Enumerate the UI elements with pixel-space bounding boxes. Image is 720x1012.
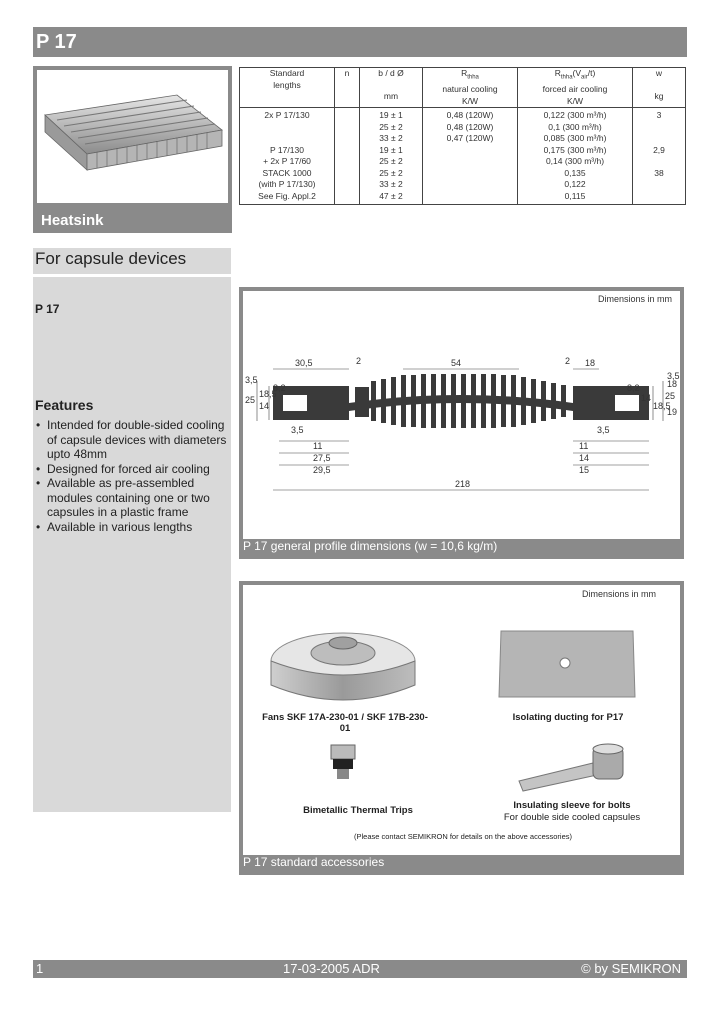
accessories-caption: P 17 standard accessories bbox=[243, 855, 385, 869]
cell: 2,9 bbox=[653, 144, 665, 155]
page-title: P 17 bbox=[33, 27, 687, 57]
dim-label: 15 bbox=[579, 465, 590, 475]
dim-label: 3,5 bbox=[291, 425, 304, 435]
cell: See Fig. Appl.2 bbox=[258, 190, 316, 201]
table-header-row bbox=[240, 68, 686, 108]
cell: 3 bbox=[656, 110, 662, 121]
table-cell bbox=[240, 108, 335, 205]
cell: 0,14 (300 m³/h) bbox=[545, 156, 605, 167]
cell: (with P 17/130) bbox=[258, 179, 316, 190]
dim-label: 14 bbox=[259, 401, 270, 411]
dim-label: 18,5 bbox=[653, 401, 671, 411]
header-text: K/W bbox=[566, 95, 584, 106]
header-text: natural cooling bbox=[442, 84, 498, 95]
header-text: kg bbox=[654, 91, 664, 101]
cell: P 17/130 bbox=[270, 144, 304, 155]
cell bbox=[242, 133, 332, 145]
cell: STACK 1000 bbox=[262, 167, 312, 178]
dim-label: 18 bbox=[585, 358, 596, 368]
profile-svg bbox=[243, 291, 680, 539]
dim-label: 18 bbox=[667, 379, 678, 389]
dim-label: 14 bbox=[641, 393, 652, 403]
ducting-label: Isolating ducting for P17 bbox=[512, 712, 624, 723]
sidebar bbox=[33, 248, 231, 812]
heatsink-label: Heatsink bbox=[41, 212, 104, 229]
col-weight bbox=[633, 68, 686, 108]
heatsink-profile bbox=[273, 374, 652, 428]
cell: 0,122 (300 m³/h) bbox=[543, 110, 607, 121]
header-text: K/W bbox=[461, 95, 479, 106]
cell bbox=[242, 122, 332, 134]
cell: 0,135 bbox=[564, 167, 586, 178]
dim-label: 29,5 bbox=[313, 465, 331, 475]
table-cell bbox=[360, 108, 423, 205]
profile-figure bbox=[239, 287, 684, 559]
cell: 0,47 (120W) bbox=[446, 133, 494, 144]
product-name: P 17 bbox=[35, 302, 60, 316]
cell: 38 bbox=[654, 167, 664, 178]
cell: 19 ± 1 bbox=[379, 144, 403, 155]
features-list bbox=[33, 418, 231, 534]
cell: 33 ± 2 bbox=[379, 179, 403, 190]
dim-label: 54 bbox=[451, 358, 462, 368]
sidebar-subtitle: For capsule devices bbox=[35, 249, 187, 268]
features-title: Features bbox=[35, 397, 94, 413]
table-cell bbox=[335, 108, 360, 205]
sidebar-divider bbox=[33, 274, 231, 277]
dim-label: 14 bbox=[579, 453, 590, 463]
col-rth-forced bbox=[518, 68, 633, 108]
cell: 33 ± 2 bbox=[379, 133, 403, 144]
header-text: (V bbox=[572, 68, 582, 78]
cell: 0,115 bbox=[564, 190, 586, 201]
trips-label: Bimetallic Thermal Trips bbox=[303, 805, 413, 816]
dim-label: 25 bbox=[665, 391, 676, 401]
cell: + 2x P 17/60 bbox=[263, 156, 311, 167]
dim-label: 11 bbox=[579, 441, 589, 451]
spec-table bbox=[239, 67, 686, 205]
profile-caption: P 17 general profile dimensions (w = 10,6 kg/m) bbox=[243, 539, 498, 553]
cell: 25 ± 2 bbox=[379, 156, 403, 167]
page-number: 1 bbox=[36, 961, 44, 976]
cell: 25 ± 2 bbox=[379, 167, 403, 178]
col-n bbox=[335, 68, 360, 108]
table-body bbox=[240, 108, 686, 205]
dim-label: 8,2 bbox=[627, 383, 640, 393]
accessories-figure bbox=[239, 581, 684, 875]
dim-label: 2 bbox=[565, 356, 571, 366]
dim-label: 27,5 bbox=[313, 453, 331, 463]
col-rth-natural bbox=[423, 68, 518, 108]
dim-label: 18,5 bbox=[259, 389, 277, 399]
profile-drawing bbox=[243, 291, 680, 539]
col-bd bbox=[360, 68, 423, 108]
dim-label: 25 bbox=[245, 395, 256, 405]
fan-image bbox=[271, 633, 415, 700]
footer-bar bbox=[33, 960, 687, 978]
dim-label: 30,5 bbox=[295, 358, 313, 368]
feature-item: • Available as pre-assembled modules containing one or two capsules in a plastic frame bbox=[33, 476, 231, 520]
feature-item: • Available in various lengths bbox=[33, 520, 231, 535]
header-text: n bbox=[344, 68, 350, 78]
accessories-panel bbox=[243, 585, 680, 855]
dimensions-note: Dimensions in mm bbox=[581, 589, 656, 599]
header-text: b / d Ø bbox=[378, 68, 404, 78]
heatsink-photo bbox=[37, 70, 228, 203]
dimensions-note: Dimensions in mm bbox=[597, 294, 672, 304]
cell: 47 ± 2 bbox=[379, 190, 403, 201]
header-subscript: thha bbox=[467, 74, 479, 81]
header-text: w bbox=[655, 68, 663, 78]
header-text: /t) bbox=[587, 68, 596, 78]
cell: 0,48 (120W) bbox=[446, 121, 494, 132]
ducting-image bbox=[499, 631, 635, 697]
insulating-sleeve-image bbox=[519, 744, 623, 791]
dim-label: 3,5 bbox=[597, 425, 610, 435]
cell: 19 ± 1 bbox=[379, 110, 403, 121]
sleeve-sublabel: For double side cooled capsules bbox=[503, 812, 641, 823]
cell: 2x P 17/130 bbox=[264, 110, 310, 121]
cell: 0,122 bbox=[564, 179, 586, 190]
sleeve-label: Insulating sleeve for bolts bbox=[513, 800, 631, 811]
dim-label: 11 bbox=[313, 441, 323, 451]
footer-date: 17-03-2005 ADR bbox=[283, 961, 380, 976]
cell: 0,175 (300 m³/h) bbox=[543, 144, 607, 155]
cell: 0,48 (120W) bbox=[446, 110, 494, 121]
feature-item: • Designed for forced air cooling bbox=[33, 462, 231, 477]
thermal-trip-image bbox=[331, 745, 355, 779]
cell: 0,085 (300 m³/h) bbox=[543, 133, 607, 144]
feature-item: • Intended for double-sided cooling of capsule devices with diameters upto 48mm bbox=[33, 418, 231, 462]
header-text: R bbox=[461, 68, 468, 78]
table-cell bbox=[423, 108, 518, 205]
dim-label: 2 bbox=[356, 356, 362, 366]
table-cell bbox=[518, 108, 633, 205]
table-cell bbox=[633, 108, 686, 205]
header-text: R bbox=[554, 68, 561, 78]
cell: 0,1 (300 m³/h) bbox=[548, 121, 602, 132]
header-subscript: thha bbox=[560, 74, 573, 81]
header-text: mm bbox=[383, 91, 399, 101]
dim-label: 3,5 bbox=[667, 371, 680, 381]
cell: 25 ± 2 bbox=[379, 121, 403, 132]
fans-label: Fans SKF 17A-230-01 / SKF 17B-230-01 bbox=[262, 712, 428, 734]
dim-label: 8,2 bbox=[273, 383, 286, 393]
col-standard-lengths bbox=[240, 68, 335, 108]
dim-label: 218 bbox=[455, 479, 471, 489]
contact-note: (Please contact SEMIKRON for details on the above accessories) bbox=[353, 832, 573, 841]
header-subscript: air bbox=[581, 74, 588, 81]
dim-label: 19 bbox=[667, 407, 678, 417]
product-image-box bbox=[33, 66, 232, 233]
header-text: Standard bbox=[269, 68, 305, 78]
footer-copyright: © by SEMIKRON bbox=[581, 961, 681, 976]
header-text: lengths bbox=[273, 79, 301, 90]
header-text: forced air cooling bbox=[542, 84, 608, 95]
dim-label: 3,5 bbox=[245, 375, 258, 385]
